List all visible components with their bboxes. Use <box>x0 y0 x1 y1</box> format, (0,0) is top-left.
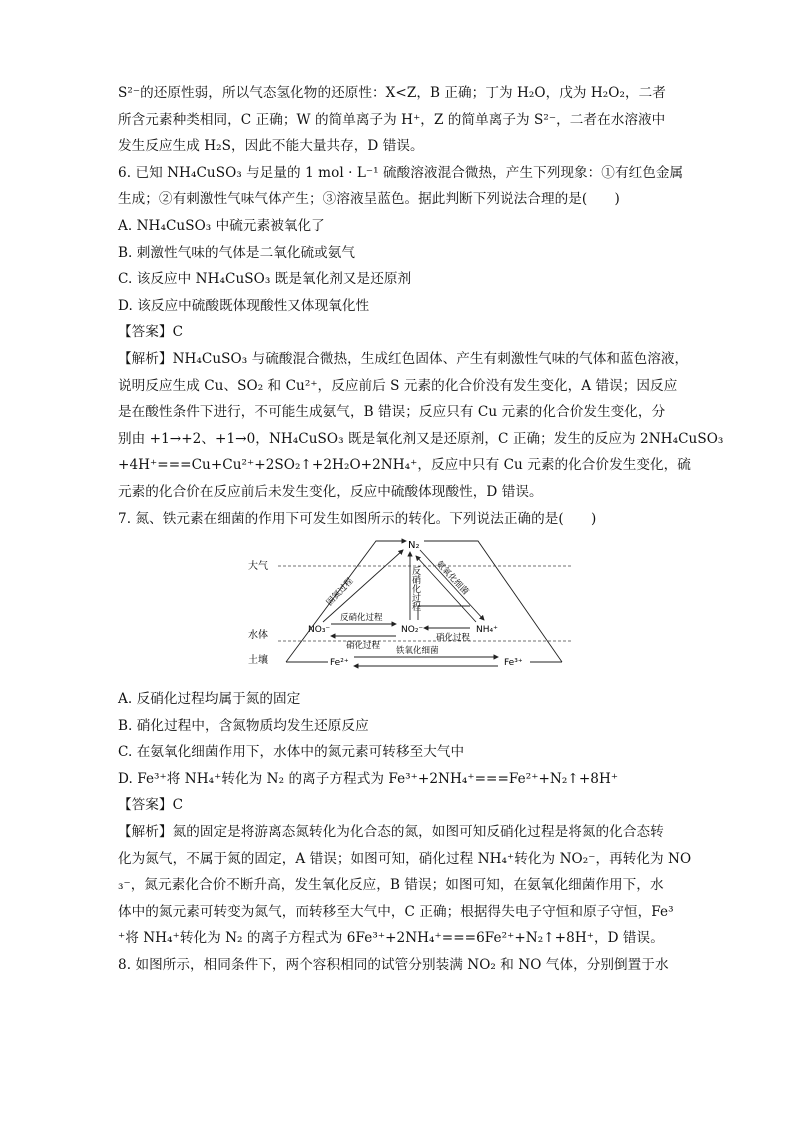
no3-label: NO₃⁻ <box>308 625 331 636</box>
ammonia-oxidizing-label: 氨氧化细菌 <box>433 559 471 598</box>
q6-option-c: C. 该反应中 NH₄CuSO₃ 既是氧化剂又是还原剂 <box>118 271 412 288</box>
atmosphere-label: 大气 <box>248 561 268 573</box>
fe2-label: Fe²⁺ <box>330 658 349 669</box>
q6-explanation-line-4: 别由 +1→+2、+1→0，NH₄CuSO₃ 既是氧化剂又是还原剂，C 正确；发生的反应为 2NH₄CuSO₃ <box>118 430 724 447</box>
q6-option-b: B. 刺激性气味的气体是二氧化硫或氨气 <box>118 244 356 261</box>
right-outer-line <box>424 541 562 662</box>
nit-h-mid-label: 硝化过程 <box>346 641 381 652</box>
denit-h-label: 反硝化过程 <box>340 613 383 624</box>
soil-label: 土壤 <box>248 655 268 667</box>
q7-explanation-line-2: 化为氮气，不属于氮的固定，A 错误；如图可知，硝化过程 NH₄⁺转化为 NO₂⁻，再转化为 NO <box>118 850 692 867</box>
nh4-label: NH₄⁺ <box>476 625 498 636</box>
q7-explanation-line-3: ₃⁻，氮元素化合价不断升高，发生氧化反应，B 错误；如图可知，在氨氧化细菌作用下，水 <box>118 877 664 894</box>
fe3-label: Fe³⁺ <box>504 658 523 669</box>
q6-stem-line-2: 生成；②有刺激性气味气体产生；③溶液呈蓝色。据此判断下列说法合理的是( ) <box>118 191 620 208</box>
no3-to-n2-arrow <box>323 550 403 622</box>
left-slanted-label: 固氮过程 <box>324 576 356 609</box>
q7-option-a: A. 反硝化过程均属于氮的固定 <box>118 691 301 708</box>
prev-explanation-line-2: 所含元素种类相同，C 正确；W 的简单离子为 H⁺，Z 的简单离子为 S²⁻，二者在水溶液中 <box>118 111 666 128</box>
nit-h-right-label: 硝化过程 <box>436 633 471 644</box>
q8-stem-line-1: 8. 如图所示，相同条件下，两个容积相同的试管分别装满 NO₂ 和 NO 气体，分别倒置于水 <box>118 957 669 974</box>
q6-option-a: A. NH₄CuSO₃ 中硫元素被氧化了 <box>118 217 325 234</box>
document-page <box>118 84 724 983</box>
q6-explanation-line-2: 说明反应生成 Cu、SO₂ 和 Cu²⁺，反应前后 S 元素的化合价没有发生变化，A 错误；因反应 <box>118 377 678 394</box>
cycle-diagram-svg <box>118 536 678 684</box>
n2-label: N₂ <box>408 540 420 552</box>
q7-answer: 【答案】C <box>118 797 184 814</box>
nitrogen-iron-cycle-diagram <box>118 536 678 684</box>
q7-stem: 7. 氮、铁元素在细菌的作用下可发生如图所示的转化。下列说法正确的是( ) <box>118 510 597 527</box>
q6-explanation-line-3: 是在酸性条件下进行，不可能生成氨气，B 错误；反应只有 Cu 元素的化合价发生变化，分 <box>118 404 666 421</box>
q6-option-d: D. 该反应中硫酸既体现酸性又体现氧化性 <box>118 297 370 314</box>
q6-stem-line-1: 6. 已知 NH₄CuSO₃ 与足量的 1 mol · L⁻¹ 硫酸溶液混合微热，产生下列现象：①有红色金属 <box>118 164 684 181</box>
q6-explanation-line-5: +4H⁺===Cu+Cu²⁺+2SO₂↑+2H₂O+2NH₄⁺，反应中只有 Cu 元素的化合价发生变化，硫 <box>118 457 691 474</box>
denitrification-vertical-label: 反硝化过程 <box>410 566 420 612</box>
q7-explanation-line-1: 【解析】氮的固定是将游离态氮转化为化合态的氮，如图可知反硝化过程是将氮的化合态转 <box>118 824 664 841</box>
q7-option-c: C. 在氨氧化细菌作用下，水体中的氮元素可转移至大气中 <box>118 744 465 761</box>
q7-explanation-line-4: 体中的氮元素可转变为氮气，而转移至大气中，C 正确；根据得失电子守恒和原子守恒，Fe³ <box>118 903 674 920</box>
prev-explanation-line-1: S²⁻的还原性弱，所以气态氢化物的还原性：X<Z，B 正确；丁为 H₂O，戊为 H₂O₂，二者 <box>118 85 666 101</box>
no2-label: NO₂⁻ <box>401 625 424 636</box>
iron-oxidizing-label: 铁氧化细菌 <box>396 646 439 657</box>
q6-answer: 【答案】C <box>118 324 184 341</box>
water-label: 水体 <box>248 630 268 642</box>
prev-explanation-line-3: 发生反应生成 H₂S，因此不能大量共存，D 错误。 <box>118 138 424 155</box>
q6-explanation-line-1: 【解析】NH₄CuSO₃ 与硫酸混合微热，生成红色固体、产生有刺激性气味的气体和蓝色溶液， <box>118 350 689 367</box>
q7-option-d: D. Fe³⁺将 NH₄⁺转化为 N₂ 的离子方程式为 Fe³⁺+2NH₄⁺===Fe²⁺+N₂↑+8H⁺ <box>118 770 619 787</box>
q7-explanation-line-5: ⁺将 NH₄⁺转化为 N₂ 的离子方程式为 6Fe³⁺+2NH₄⁺===6Fe²⁺+N₂↑+8H⁺，D 错误。 <box>118 930 664 947</box>
q6-explanation-line-6: 元素的化合价在反应前后未发生变化，反应中硫酸体现酸性，D 错误。 <box>118 483 543 500</box>
q7-option-b: B. 硝化过程中，含氮物质均发生还原反应 <box>118 717 369 734</box>
